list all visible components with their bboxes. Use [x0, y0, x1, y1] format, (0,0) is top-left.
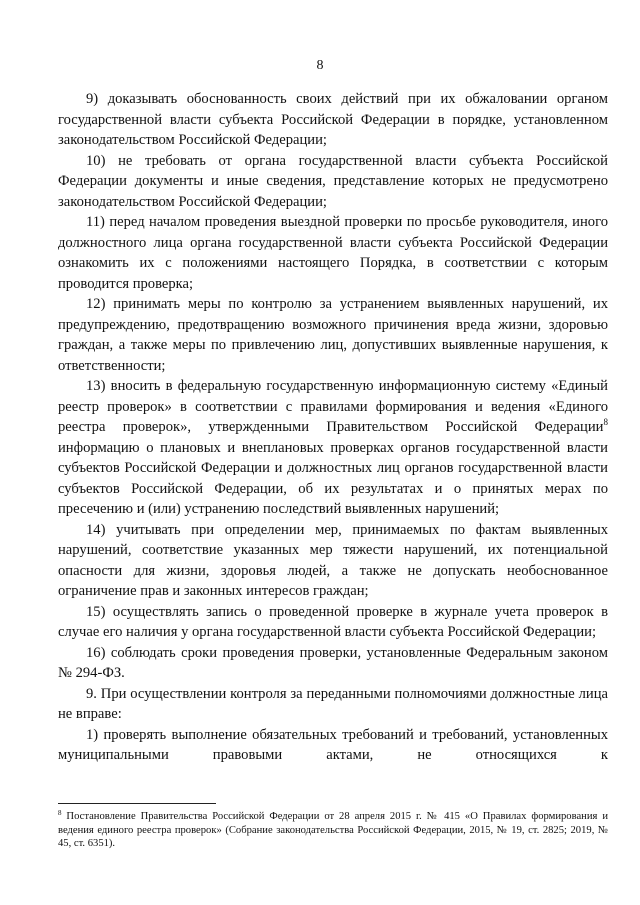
- paragraph-item-12: 12) принимать меры по контролю за устранением выявленных нарушений, их предупреждению, предотвращению возможного причинения вреда жизни, здоровью граждан, а также меры по привлечению лиц, допустивших выявленные нарушения, к ответственности;: [58, 296, 608, 374]
- footnote: [58, 810, 608, 851]
- paragraph-item-14: 14) учитывать при определении мер, принимаемых по фактам выявленных нарушений, соответствие указанных мер тяжести нарушений, их потенциальной опасности для жизни, здоровья людей, а также не допускать необоснованное ограничение прав и законных интересов граждан;: [58, 521, 608, 599]
- document-body: [58, 89, 608, 766]
- paragraph-item-10: 10) не требовать от органа государственной власти субъекта Российской Федерации документы и иные сведения, представление которых не предусмотрено законодательством Российской Федерации;: [58, 152, 608, 210]
- paragraph-item-13-text-start: 13) вносить в федеральную государственную информационную систему «Единый реестр проверок» в соответствии с правилами формирования и ведения «Единого реестра проверок», утвержденными Правительством Российской Федерации: [58, 378, 608, 435]
- section-9-item-1: 1) проверять выполнение обязательных требований и требований, установленных муниципальными правовыми актами, не относящихся к: [58, 726, 608, 763]
- footnote-text: Постановление Правительства Российской Федерации от 28 апреля 2015 г. № 415 «О Правилах формирования и ведения единого реестра проверок» (Собрание законодательства Российской Федерации, 2015, № 19, ст. 2825; 2019, № 45, ст. 6351).: [58, 811, 608, 849]
- footnote-reference: 8: [603, 417, 608, 427]
- section-9-heading: 9. При осуществлении контроля за переданными полномочиями должностные лица не вправе:: [58, 685, 608, 722]
- paragraph-item-11: 11) перед началом проведения выездной проверки по просьбе руководителя, иного должностного лица органа государственной власти субъекта Российской Федерации ознакомить их с положениями настоящего Порядка, в соответствии с которым проводится проверка;: [58, 214, 608, 292]
- paragraph-item-16: 16) соблюдать сроки проведения проверки, установленные Федеральным законом № 294-ФЗ.: [58, 644, 608, 681]
- paragraph-item-9: 9) доказывать обоснованность своих действий при их обжаловании органом государственной власти субъекта Российской Федерации в порядке, установленном законодательством Российской Федерации;: [58, 91, 608, 148]
- paragraph-item-13: [58, 376, 608, 520]
- page-number: 8: [316, 58, 324, 73]
- paragraph-item-15: 15) осуществлять запись о проведенной проверке в журнале учета проверок в случае его наличия у органа государственной власти субъекта Российской Федерации;: [58, 603, 608, 640]
- footnote-mark: 8: [58, 809, 62, 817]
- footnote-divider: [58, 803, 216, 804]
- paragraph-item-13-text-end: информацию о плановых и внеплановых проверках органов государственной власти субъектов Российской Федерации и должностных лиц органов государственной власти субъектов Российской Федерации, об их результатах и о принятых мерах по пресечению и (или) устранению последствий выявленных нарушений;: [58, 439, 608, 517]
